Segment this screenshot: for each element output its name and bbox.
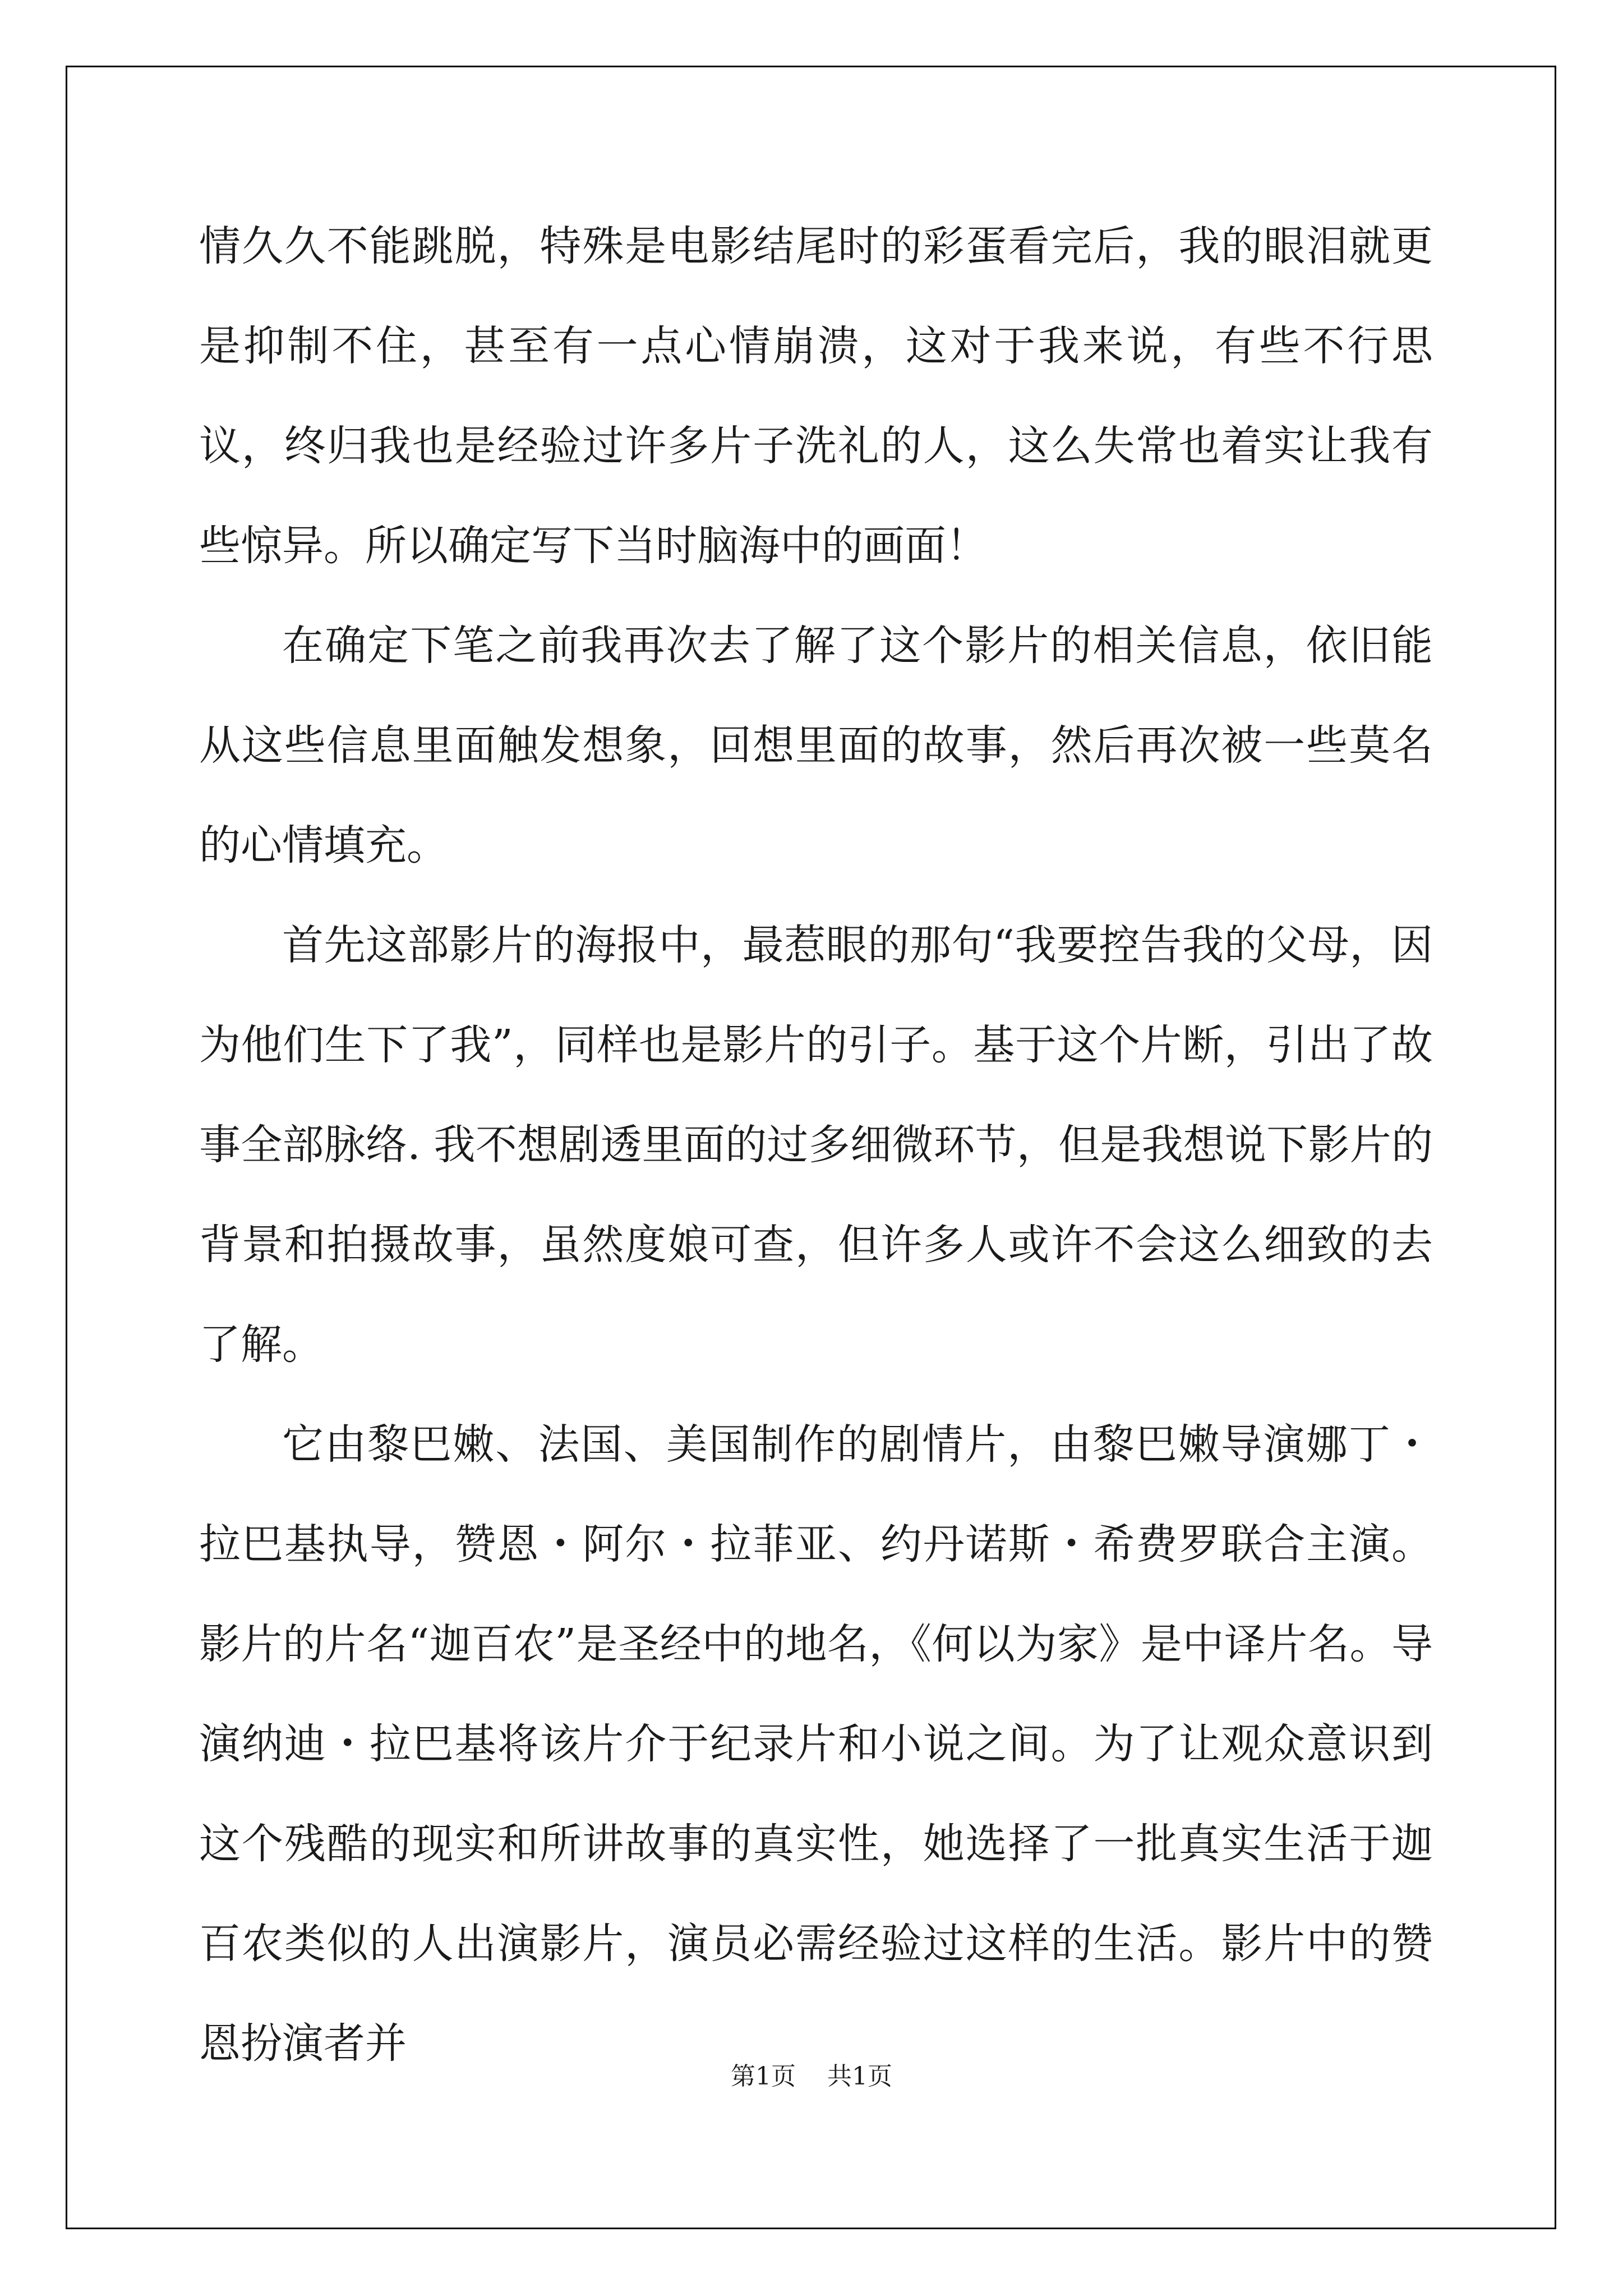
paragraph: 首先这部影片的海报中，最惹眼的那句“我要控告我的父母，因为他们生下了我”，同样也是影片的引子。基于这个片断，引出了故事全部脉络. 我不想剧透里面的过多细微环节，但是我想说下影片的背景和拍摄故事，虽然度娘可查，但许多人或许不会这么细致的去了解。: [199, 921, 1433, 1369]
paragraph: 它由黎巴嫩、法国、美国制作的剧情片，由黎巴嫩导演娜丁・拉巴基执导，赞恩・阿尔・拉菲亚、约丹诺斯・希费罗联合主演。影片的片名“迦百农”是圣经中的地名，《何以为家》是中译片名。导演纳迪・拉巴基将该片介于纪录片和小说之间。为了让观众意识到这个残酷的现实和所讲故事的真实性，她选择了一批真实生活于迦百农类似的人出演影片，演员必需经验过这样的生活。影片中的赞恩扮演者并: [199, 1420, 1433, 2068]
paragraph-continuation: 情久久不能跳脱，特殊是电影结尾时的彩蛋看完后，我的眼泪就更是抑制不住，甚至有一点心情崩溃，这对于我来说，有些不行思议，终归我也是经验过许多片子洗礼的人，这么失常也着实让我有些惊异。所以确定写下当时脑海中的画面！: [199, 222, 1433, 570]
paragraph: 在确定下笔之前我再次去了解了这个影片的相关信息，依旧能从这些信息里面触发想象，回想里面的故事，然后再次被一些莫名的心情填充。: [199, 622, 1433, 869]
page-footer: 第1页 共1页: [731, 2062, 892, 2091]
document-body: [199, 196, 1433, 2093]
